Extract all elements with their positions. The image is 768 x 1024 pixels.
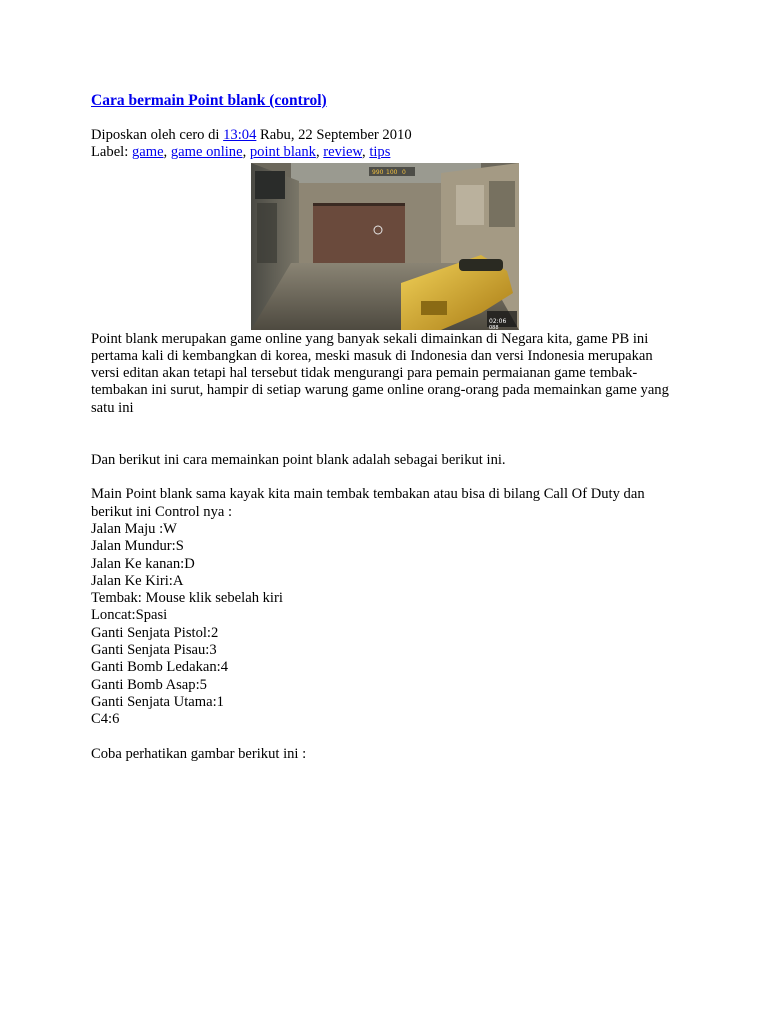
control-item: Ganti Senjata Utama:1 xyxy=(91,693,224,710)
hud-timer: 100 xyxy=(386,168,398,176)
hud-ammo: 02:06 xyxy=(489,317,507,325)
post-date: Rabu, 22 September 2010 xyxy=(256,127,412,143)
main-paragraph: Main Point blank sama kayak kita main tembak tembakan atau bisa di bilang Call Of Duty dan berikut ini Control nya : xyxy=(91,486,645,520)
label-separator: , xyxy=(163,144,171,161)
post-content xyxy=(91,92,681,763)
post-time-link[interactable]: 13:04 xyxy=(223,127,257,143)
label-link-tips[interactable]: tips xyxy=(369,144,391,161)
hud-score-right: 0 xyxy=(402,168,406,176)
closing-paragraph: Coba perhatikan gambar berikut ini : xyxy=(91,745,307,762)
how-to-paragraph: Dan berikut ini cara memainkan point blank adalah sebagai berikut ini. xyxy=(91,452,506,469)
label-link-game-online[interactable]: game online xyxy=(170,144,243,161)
post-meta xyxy=(91,127,681,162)
control-item: Jalan Mundur:S xyxy=(91,538,184,555)
post-title xyxy=(91,92,681,110)
byline-prefix: Diposkan oleh cero di xyxy=(91,127,224,143)
label-separator: , xyxy=(242,144,250,161)
control-item: Loncat:Spasi xyxy=(91,607,168,624)
controls-list xyxy=(91,521,681,729)
label-link-review[interactable]: review xyxy=(323,144,363,161)
game-screenshot xyxy=(251,163,519,330)
control-item: Ganti Bomb Ledakan:4 xyxy=(91,659,228,676)
labels-line xyxy=(91,144,681,161)
label-separator: , xyxy=(315,144,324,161)
byline xyxy=(91,127,681,144)
control-item: Ganti Bomb Asap:5 xyxy=(91,676,207,693)
minimap xyxy=(255,171,285,199)
control-item: Ganti Senjata Pistol:2 xyxy=(91,624,219,641)
wall-door xyxy=(313,203,405,265)
control-item: C4:6 xyxy=(91,711,120,728)
label-link-point-blank[interactable]: point blank xyxy=(249,144,316,161)
control-item: Tembak: Mouse klik sebelah kiri xyxy=(91,590,283,607)
control-item: Jalan Maju :W xyxy=(91,520,177,537)
label-link-game[interactable]: game xyxy=(131,144,164,161)
intro-paragraph: Point blank merupakan game online yang banyak sekali dimainkan di Negara kita, game PB ini pertama kali di kembangkan di korea, meski masuk di Indonesia dan versi Indonesia merupakan versi editan akan tetapi hal tersebut tidak mengurangi para pemain permaianan game tembak-tembakan ini surut, hampir di setiap warung game online orang-orang pada memainkan game yang satu ini xyxy=(91,330,669,416)
hud-score-left: 990 xyxy=(372,168,384,176)
labels-prefix: Label: xyxy=(91,144,132,161)
hud-health: 088 xyxy=(489,324,499,330)
label-separator: , xyxy=(362,144,370,161)
post-title-link[interactable]: Cara bermain Point blank (control) xyxy=(91,92,327,109)
control-item: Jalan Ke Kiri:A xyxy=(91,572,184,589)
control-item: Jalan Ke kanan:D xyxy=(91,555,195,572)
control-item: Ganti Senjata Pisau:3 xyxy=(91,642,217,659)
game-screenshot-image xyxy=(251,163,519,330)
